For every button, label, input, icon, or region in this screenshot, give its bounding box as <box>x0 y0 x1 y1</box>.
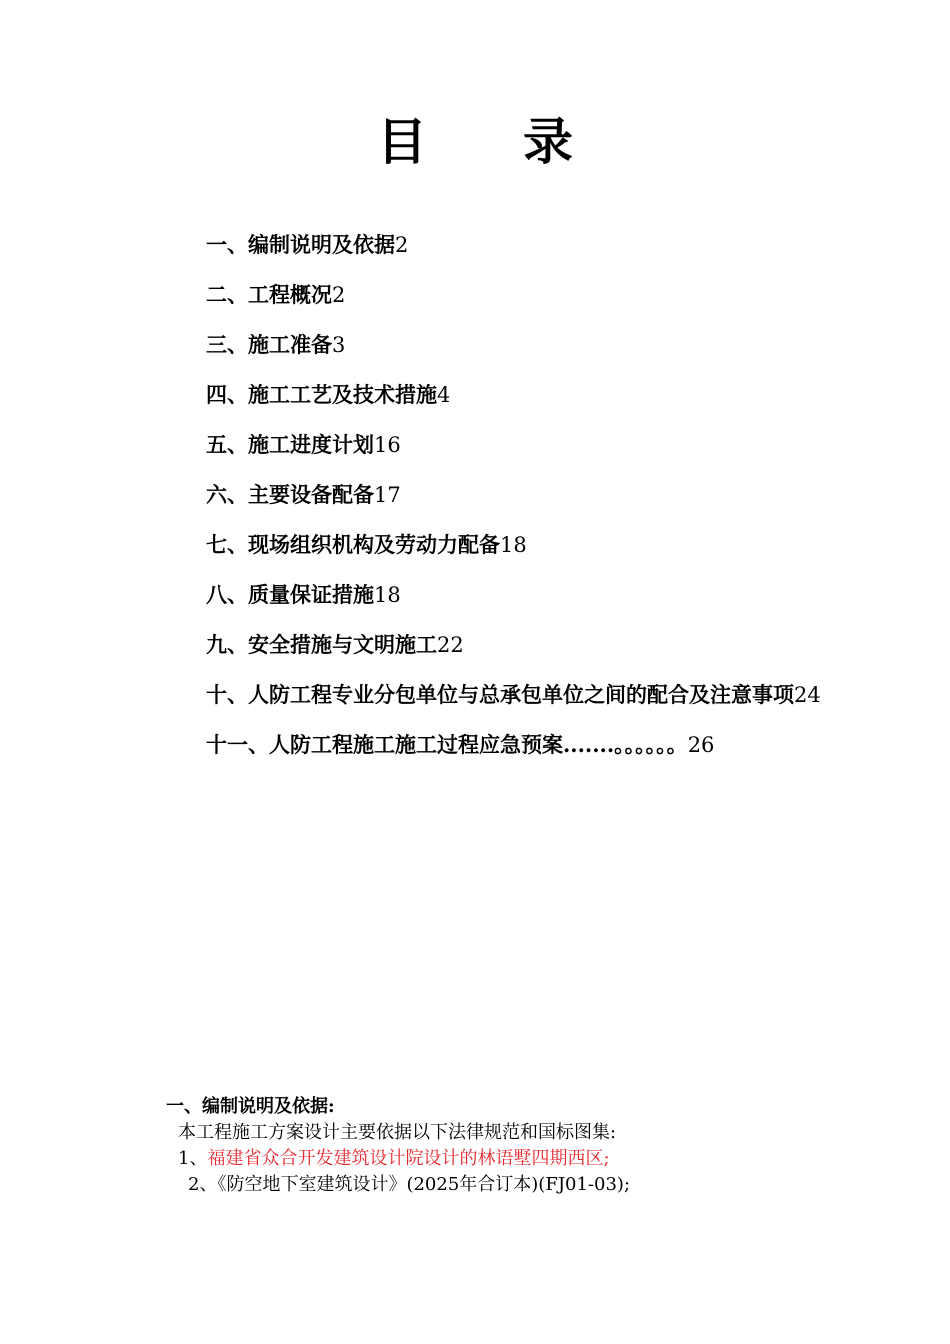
toc-item[interactable] <box>136 420 862 470</box>
toc-title-char-1: 目 <box>377 112 427 171</box>
section-heading: 一、编制说明及依据: <box>166 1096 335 1117</box>
section-intro: 本工程施工方案设计主要依据以下法律规范和国标图集: <box>178 1122 617 1143</box>
toc-item-text: 三、施工准备 <box>206 332 332 357</box>
toc-item-page: 26 <box>687 733 715 757</box>
section-compilation-basis <box>166 1094 866 1198</box>
toc-item-page: 17 <box>374 483 401 507</box>
toc-item-text: 十一、人防工程施工施工过程应急预案.......。。。。。。 <box>206 732 688 757</box>
toc-item-page: 2 <box>395 233 409 257</box>
toc-item[interactable] <box>136 570 862 620</box>
toc-item-text: 九、安全措施与文明施工 <box>206 632 437 657</box>
toc-title-char-2: 录 <box>523 112 573 171</box>
reference-item <box>166 1146 866 1172</box>
toc-item-text: 七、现场组织机构及劳动力配备 <box>206 532 500 557</box>
toc-item-page: 2 <box>332 283 346 307</box>
toc-item-text: 二、工程概况 <box>206 282 332 307</box>
toc-item-page: 16 <box>374 433 401 457</box>
toc-item-text: 一、编制说明及依据 <box>206 232 395 257</box>
toc-item[interactable] <box>136 320 862 370</box>
toc-item-page: 3 <box>332 333 346 357</box>
reference-number: 2、 <box>188 1174 218 1195</box>
reference-text: 福建省众合开发建筑设计院设计的林语墅四期西区; <box>207 1148 610 1169</box>
toc-item-text: 六、主要设备配备 <box>206 482 374 507</box>
toc-item[interactable] <box>136 620 862 670</box>
toc-item[interactable] <box>136 670 862 720</box>
reference-text: 《防空地下室建筑设计》(2025年合订本)(FJ01-03); <box>217 1174 631 1195</box>
toc-item-text: 五、施工进度计划 <box>206 432 374 457</box>
toc-item-page: 22 <box>437 633 464 657</box>
toc-item[interactable] <box>136 270 862 320</box>
toc-list <box>136 220 862 770</box>
toc-item[interactable] <box>136 370 862 420</box>
toc-item-text: 四、施工工艺及技术措施 <box>206 382 437 407</box>
toc-item[interactable] <box>136 520 862 570</box>
toc-item-page: 18 <box>374 583 401 607</box>
toc-item[interactable] <box>136 470 862 520</box>
reference-number: 1、 <box>178 1148 208 1169</box>
toc-item-page: 18 <box>500 533 527 557</box>
toc-item-text: 八、质量保证措施 <box>206 582 374 607</box>
toc-item-text: 十、人防工程专业分包单位与总承包单位之间的配合及注意事项 <box>206 682 794 707</box>
toc-item-page: 4 <box>437 383 451 407</box>
toc-item[interactable] <box>136 220 862 270</box>
toc-item-page: 24 <box>794 683 821 707</box>
toc-item[interactable] <box>136 720 862 770</box>
reference-item <box>166 1172 866 1198</box>
toc-title <box>0 102 950 174</box>
